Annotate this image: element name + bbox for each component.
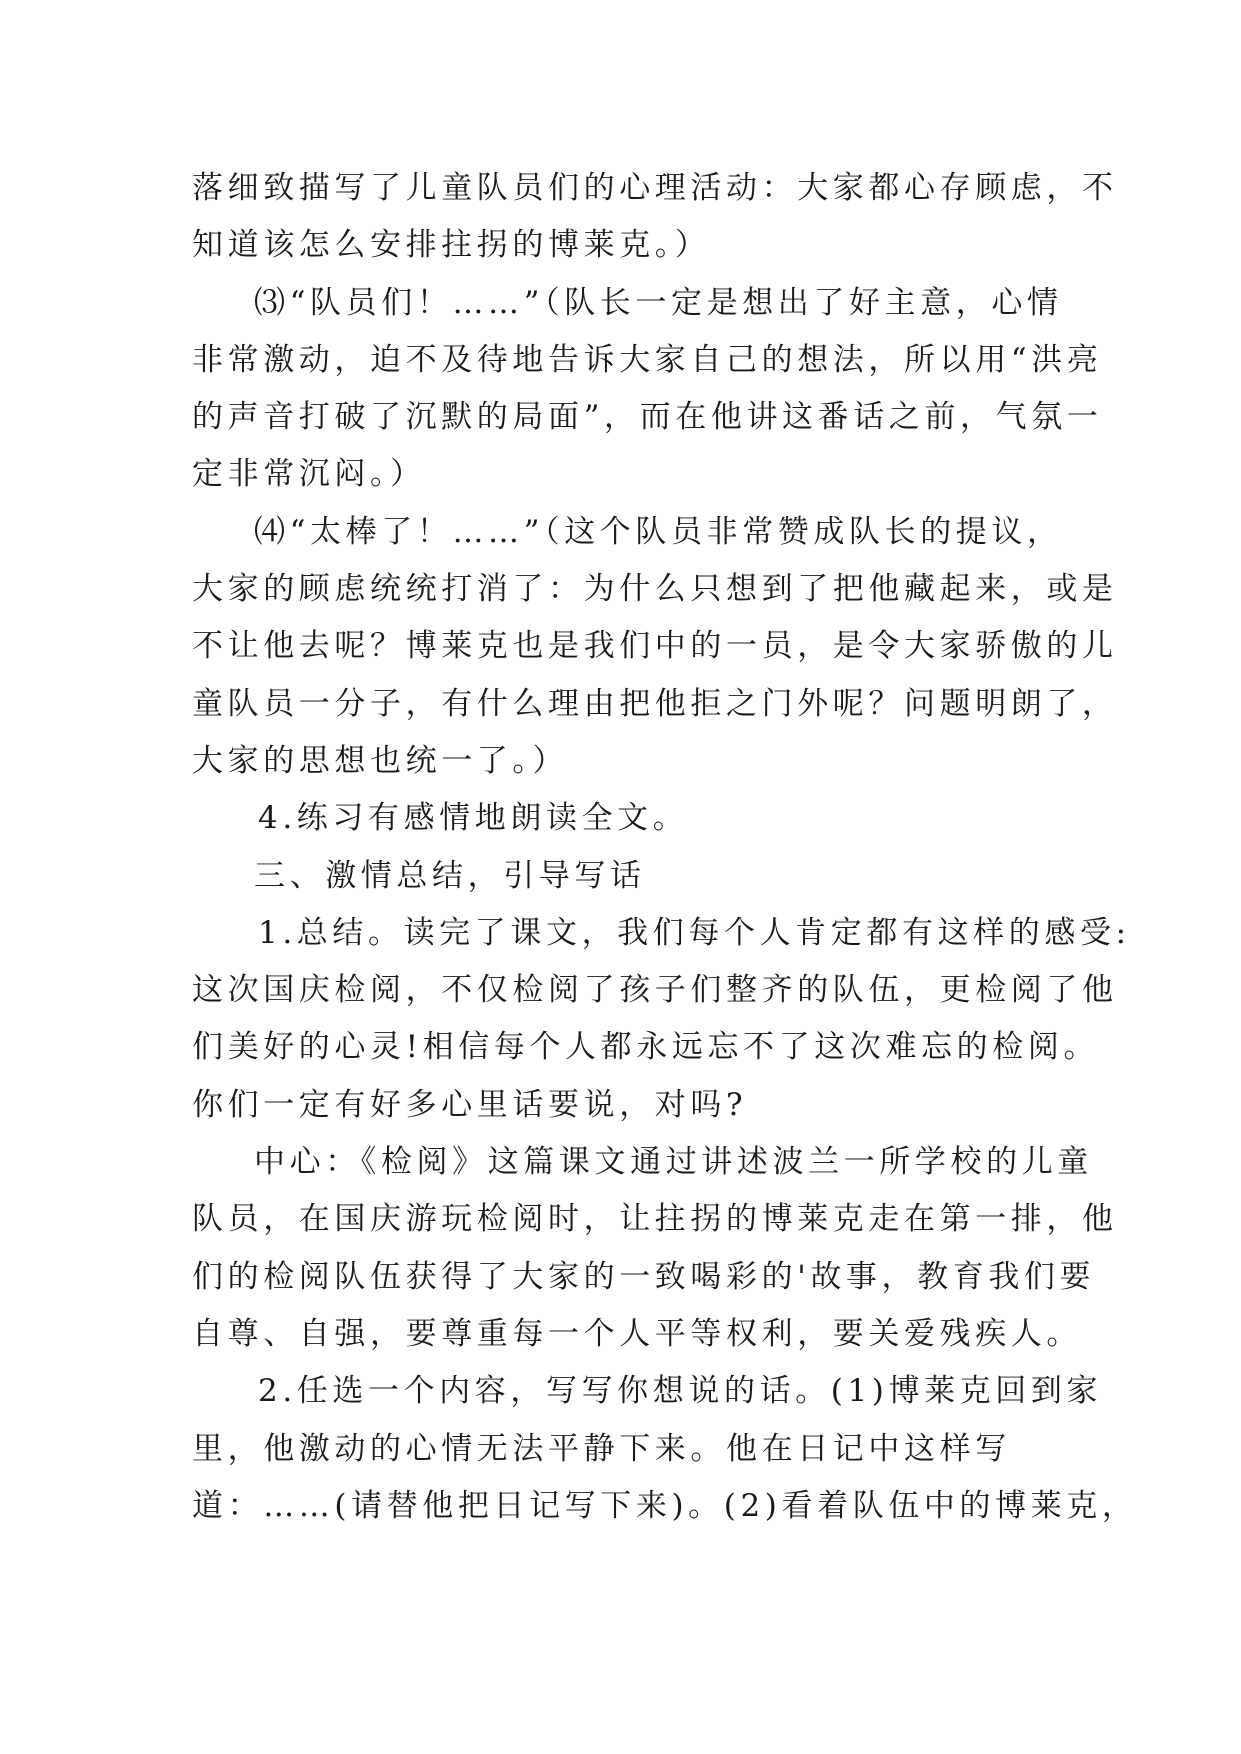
text-line: 定非常沉闷。） bbox=[192, 456, 426, 493]
text-line: 不让他去呢？博莱克也是我们中的一员，是令大家骄傲的儿 bbox=[192, 628, 1118, 665]
text-line: 4.练习有感情地朗读全文。 bbox=[258, 800, 689, 837]
text-line: 非常激动，迫不及待地告诉大家自己的想法，所以用“洪亮 bbox=[192, 341, 1103, 378]
text-line: 中心：《检阅》这篇课文通过讲述波兰一所学校的儿童 bbox=[254, 1144, 1093, 1181]
text-line: 知道该怎么安排拄拐的博莱克。） bbox=[192, 227, 711, 264]
section-heading: 三、激情总结，引导写话 bbox=[254, 857, 646, 894]
text-line: 大家的思想也统一了。） bbox=[192, 742, 569, 779]
text-line: 大家的顾虑统统打消了：为什么只想到了把他藏起来，或是 bbox=[192, 571, 1118, 608]
text-line: 们的检阅队伍获得了大家的一致喝彩的'故事，教育我们要 bbox=[192, 1258, 1096, 1295]
text-line: 1.总结。读完了课文，我们每个人肯定都有这样的感受: bbox=[258, 914, 1131, 951]
text-line: 2.任选一个内容，写写你想说的话。(1)博莱克回到家 bbox=[258, 1373, 1103, 1410]
text-line: 的声音打破了沉默的局面”，而在他讲这番话之前，气氛一 bbox=[192, 399, 1103, 436]
text-line: 队员，在国庆游玩检阅时，让拄拐的博莱克走在第一排，他 bbox=[192, 1201, 1118, 1238]
text-line: 你们一定有好多心里话要说，对吗? bbox=[192, 1086, 748, 1123]
text-line: 这次国庆检阅，不仅检阅了孩子们整齐的队伍，更检阅了他 bbox=[192, 972, 1118, 1009]
text-line: 道：……(请替他把日记写下来)。(2)看着队伍中的博莱克， bbox=[192, 1487, 1138, 1524]
text-line: ⑶“队员们！……”（队长一定是想出了好主意，心情 bbox=[254, 284, 1063, 321]
text-line: 里，他激动的心情无法平静下来。他在日记中这样写 bbox=[192, 1430, 1011, 1467]
text-line: 们美好的心灵!相信每个人都永远忘不了这次难忘的检阅。 bbox=[192, 1029, 1100, 1066]
text-line: 自尊、自强，要尊重每一个人平等权利，要关爱残疾人。 bbox=[192, 1315, 1082, 1352]
text-line: 落细致描写了儿童队员们的心理活动：大家都心存顾虑，不 bbox=[192, 170, 1118, 206]
document-body bbox=[192, 160, 1138, 1535]
text-line: 童队员一分子，有什么理由把他拒之门外呢？问题明朗了， bbox=[192, 685, 1118, 722]
text-line: ⑷“太棒了！……”（这个队员非常赞成队长的提议， bbox=[254, 513, 1063, 550]
